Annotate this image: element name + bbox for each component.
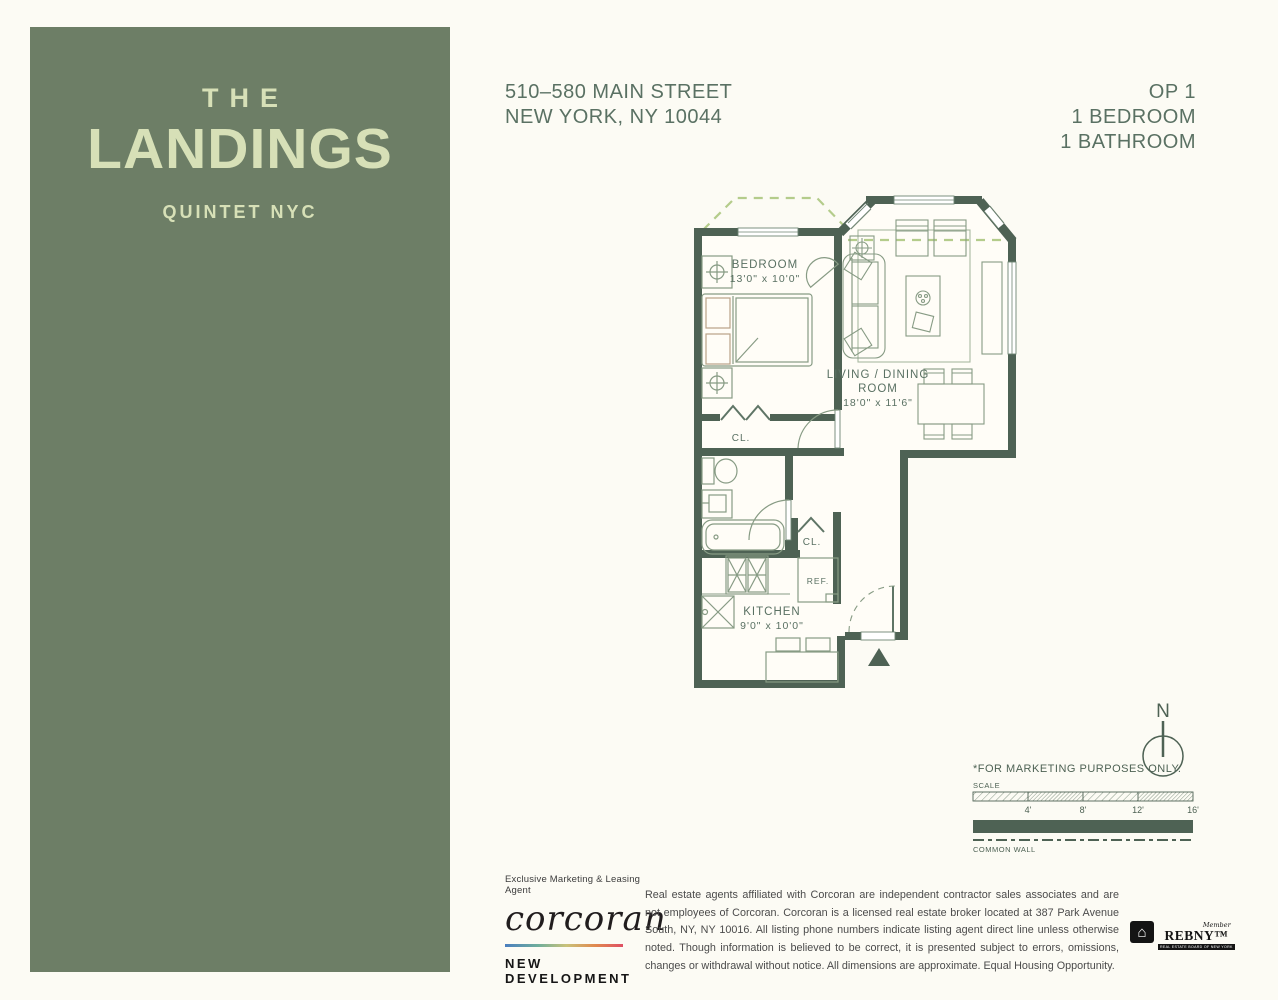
rebny-logo <box>1130 921 1235 950</box>
new-development-label: NEW DEVELOPMENT <box>505 956 632 986</box>
scale-tick-12: 12' <box>1132 805 1144 815</box>
corcoran-logo: corcoran <box>505 899 667 939</box>
scale-tick-16: 16' <box>1187 805 1199 815</box>
entry-arrow-icon <box>868 648 890 666</box>
common-wall-legend <box>973 820 1193 854</box>
svg-text:N: N <box>1156 701 1170 722</box>
unit-bathrooms: 1 BATHROOM <box>1060 131 1196 153</box>
floorplan-drawing <box>650 170 1050 710</box>
living-dims: 18'0" x 11'6" <box>843 397 913 409</box>
unit-info <box>1060 80 1196 155</box>
address-line1: 510–580 MAIN STREET <box>505 81 733 103</box>
rebny-subtitle: REAL ESTATE BOARD OF NEW YORK <box>1160 944 1233 949</box>
brand-word-the: THE <box>202 83 289 113</box>
unit-bedrooms: 1 BEDROOM <box>1071 106 1196 128</box>
property-address <box>505 80 732 130</box>
common-wall-label: COMMON WALL <box>973 845 1036 854</box>
corcoran-gradient-rule <box>505 944 623 947</box>
scale-tick-8: 8' <box>1079 805 1087 815</box>
scale-bar <box>973 781 1199 815</box>
corcoran-branding <box>505 874 667 986</box>
closet2-label: CL. <box>802 537 822 548</box>
rebny-member-label: Member <box>1202 921 1231 929</box>
bedroom-label: BEDROOM <box>731 259 799 271</box>
rebny-name: REBNY™ <box>1164 928 1229 943</box>
brand-word-landings: LANDINGS <box>87 117 393 181</box>
brand-sidebar <box>30 27 450 972</box>
unit-name: OP 1 <box>1148 81 1196 103</box>
address-line2: NEW YORK, NY 10044 <box>505 106 723 128</box>
kitchen-label: KITCHEN <box>743 606 801 618</box>
marketing-note: *FOR MARKETING PURPOSES ONLY. <box>973 763 1182 775</box>
rebny-house-icon: ⌂ <box>1130 921 1154 943</box>
kitchen-dims: 9'0" x 10'0" <box>740 620 804 632</box>
legal-disclaimer: Real estate agents affiliated with Corcoran are independent contractor sales associates and are not employees of Corcoran. Corcoran is a licensed real estate broker located at 387 Park Avenue South, NY, NY 10016. All listing phone numbers indicate listing agent direct line unless otherwise noted. Though information is believed to be correct, it is presented subject to errors, omissions, changes or withdrawal without notice. All dimensions are approximate. Equal Housing Opportunity. <box>645 888 1119 973</box>
plan-legend <box>960 690 1210 860</box>
scale-tick-4: 4' <box>1024 805 1032 815</box>
bedroom-dims: 13'0" x 10'0" <box>729 273 801 285</box>
living-label-line1: LIVING / DINING <box>826 369 930 381</box>
scale-label: SCALE <box>973 781 1001 790</box>
closet1-label: CL. <box>731 433 751 444</box>
fridge-label: REF. <box>806 576 830 586</box>
agent-label: Exclusive Marketing & Leasing Agent <box>505 874 641 896</box>
brand-subtitle: QUINTET NYC <box>162 202 318 222</box>
living-label-line2: ROOM <box>858 383 898 395</box>
